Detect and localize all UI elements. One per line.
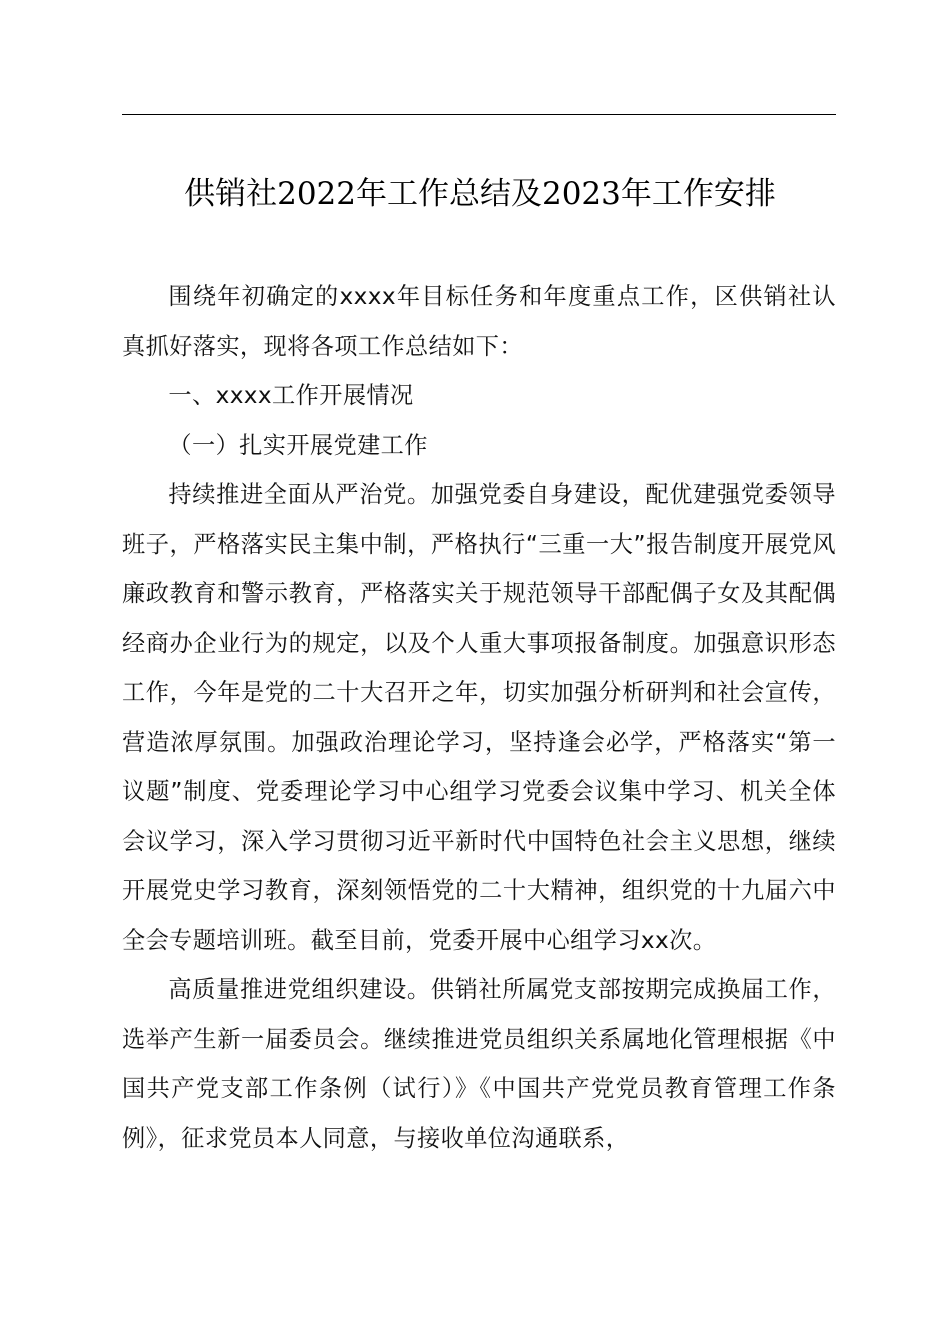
body-paragraph: 高质量推进党组织建设。供销社所属党支部按期完成换届工作，选举产生新一届委员会。继续推进党员组织关系属地化管理根据《中国共产党支部工作条例（试行）》《中国共产党党员教育管理工作条例》，征求党员本人同意，与接收单位沟通联系，: [122, 976, 836, 1152]
intro-paragraph: 围绕年初确定的xxxx年目标任务和年度重点工作，区供销社认真抓好落实，现将各项工作总结如下：: [122, 283, 836, 360]
section-heading: 一、xxxx工作开展情况: [168, 382, 414, 409]
document-title: 供销社2022年工作总结及2023年工作安排: [184, 176, 776, 212]
document-body: [122, 272, 836, 1163]
header-rule: [122, 114, 836, 115]
subsection-heading: （一）扎实开展党建工作: [168, 431, 428, 459]
body-paragraph: 持续推进全面从严治党。加强党委自身建设，配优建强党委领导班子，严格落实民主集中制，严格执行“三重一大”报告制度开展党风廉政教育和警示教育，严格落实关于规范领导干部配偶子女及其配偶经商办企业行为的规定，以及个人重大事项报备制度。加强意识形态工作，今年是党的二十大召开之年，切实加强分析研判和社会宣传，营造浓厚氛围。加强政治理论学习，坚持逢会必学，严格落实“第一议题”制度、党委理论学习中心组学习党委会议集中学习、机关全体会议学习，深入学习贯彻习近平新时代中国特色社会主义思想，继续开展党史学习教育，深刻领悟党的二十大精神，组织党的十九届六中全会专题培训班。截至目前，党委开展中心组学习xx次。: [122, 481, 836, 954]
